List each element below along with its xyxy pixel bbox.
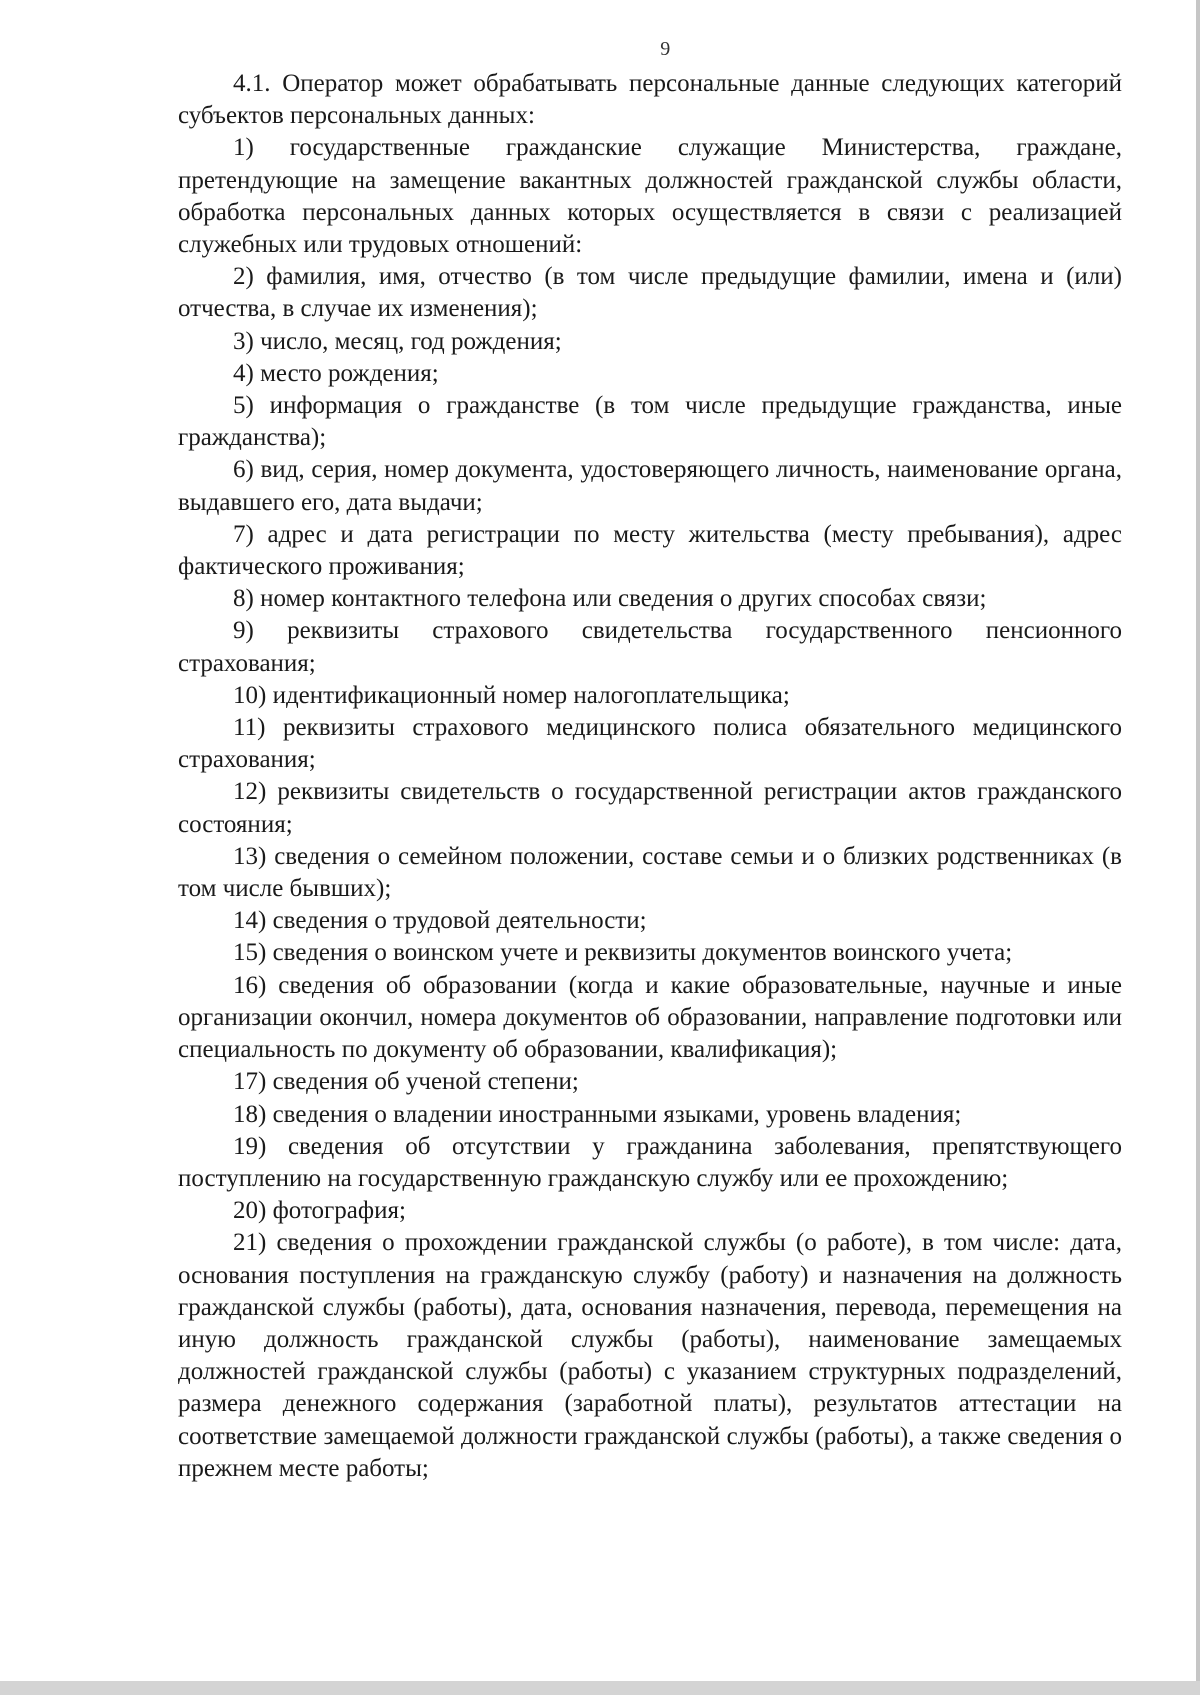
list-item-5: 5) информация о гражданстве (в том числе предыдущие гражданства, иные гражданства);	[178, 392, 1122, 452]
list-item-12: 12) реквизиты свидетельств о государственной регистрации актов гражданского состояния;	[178, 778, 1122, 838]
list-item-21: 21) сведения о прохождении гражданской службы (о работе), в том числе: дата, основания поступления на гражданскую службу (работу) и назначения на должность гражданской службы (работы), дата, основания назначения, перевода, перемещения на иную должность гражданской службы (работы), наименование замещаемых должностей гражданской службы (работы) с указанием структурных подразделений, размера денежного содержания (заработной платы), результатов аттестации на соответствие замещаемой должности гражданской службы (работы), а также сведения о прежнем месте работы;	[178, 1229, 1122, 1482]
list-item-17: 17) сведения об ученой степени;	[233, 1068, 579, 1096]
page-edge-bottom	[0, 1681, 1200, 1695]
page-number: 9	[660, 38, 671, 60]
list-item-16: 16) сведения об образовании (когда и какие образовательные, научные и иные организации окончил, номера документов об образовании, направление подготовки или специальность по документу об образовании, квалификация);	[178, 971, 1122, 1064]
list-item-10: 10) идентификационный номер налогоплательщика;	[233, 681, 790, 709]
list-item-15: 15) сведения о воинском учете и реквизиты документов воинского учета;	[233, 939, 1013, 967]
list-item-11: 11) реквизиты страхового медицинского полиса обязательного медицинского страхования;	[178, 714, 1122, 774]
list-item-13: 13) сведения о семейном положении, составе семьи и о близких родственниках (в том числе бывших);	[178, 842, 1122, 903]
document-body	[178, 68, 1122, 1485]
list-item-6: 6) вид, серия, номер документа, удостоверяющего личность, наименование органа, выдавшего его, дата выдачи;	[178, 456, 1122, 516]
list-item-4: 4) место рождения;	[233, 359, 439, 387]
list-item-1: 1) государственные гражданские служащие Министерства, граждане, претендующие на замещение вакантных должностей гражданской службы области, обработка персональных данных которых осуществляется в связи с реализацией служебных или трудовых отношений:	[178, 134, 1122, 259]
list-item-14: 14) сведения о трудовой деятельности;	[233, 907, 647, 935]
list-item-7: 7) адрес и дата регистрации по месту жительства (месту пребывания), адрес фактического проживания;	[178, 520, 1122, 581]
list-item-18: 18) сведения о владении иностранными языками, уровень владения;	[233, 1100, 962, 1128]
list-item-2: 2) фамилия, имя, отчество (в том числе предыдущие фамилии, имена и (или) отчества, в случае их изменения);	[178, 263, 1122, 323]
list-item-20: 20) фотография;	[233, 1197, 406, 1225]
list-item-9: 9) реквизиты страхового свидетельства государственного пенсионного страхования;	[178, 617, 1122, 677]
paragraph-4-1: 4.1. Оператор может обрабатывать персональные данные следующих категорий субъектов персональных данных:	[178, 70, 1122, 130]
page-edge-right	[1196, 0, 1200, 1695]
list-item-3: 3) число, месяц, год рождения;	[233, 327, 562, 355]
list-item-8: 8) номер контактного телефона или сведения о других способах связи;	[233, 585, 987, 613]
list-item-19: 19) сведения об отсутствии у гражданина заболевания, препятствующего поступлению на государственную гражданскую службу или ее прохождению;	[178, 1132, 1122, 1192]
